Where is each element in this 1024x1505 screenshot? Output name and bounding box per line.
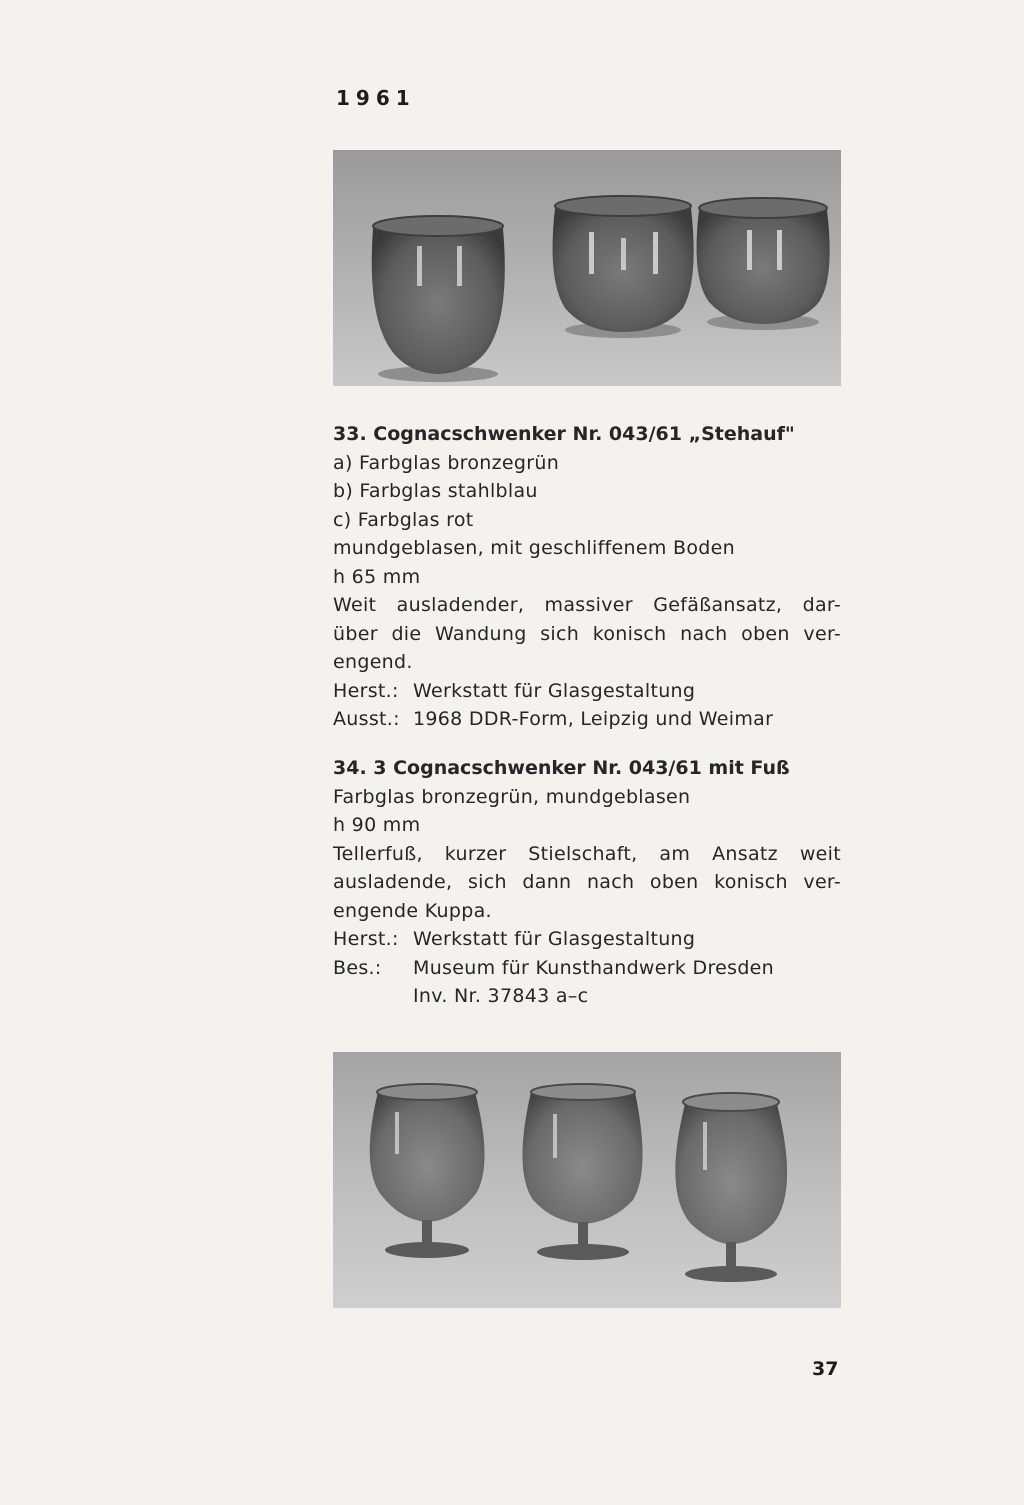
exhibition-label: Ausst.:	[333, 708, 400, 730]
owner-value: Museum für Kunsthandwerk Dresden	[413, 956, 775, 979]
owner-row	[333, 954, 841, 983]
variant-line: b) Farbglas stahlblau	[333, 480, 538, 502]
description-line: ausladende, sich dann nach oben konisch ver-	[333, 871, 841, 893]
height-line: h 65 mm	[333, 565, 421, 588]
maker-value: Werkstatt für Glasgestaltung	[413, 679, 696, 702]
photo-footed-glasses-image	[333, 1052, 841, 1308]
entry-heading: 34. 3 Cognacschwenker Nr. 043/61 mit Fuß	[333, 757, 790, 779]
maker-row	[333, 677, 841, 706]
variant-line: a) Farbglas bronzegrün	[333, 451, 560, 474]
description-line: engend.	[333, 651, 413, 673]
maker-row	[333, 925, 841, 954]
exhibition-value: 1968 DDR-Form, Leipzig und Weimar	[413, 708, 774, 730]
owner-label: Bes.:	[333, 956, 382, 979]
description-line: engende Kuppa.	[333, 899, 492, 922]
maker-value: Werkstatt für Glasgestaltung	[413, 928, 696, 950]
photo-footed-glasses	[333, 1052, 841, 1308]
maker-label: Herst.:	[333, 679, 399, 702]
catalog-entry-34	[333, 754, 841, 1011]
height-line: h 90 mm	[333, 814, 421, 836]
entry-heading: 33. Cognacschwenker Nr. 043/61 „Stehauf"	[333, 423, 795, 445]
description-line: Weit ausladender, massiver Gefäßansatz, dar-	[333, 594, 841, 616]
material-line: Farbglas bronzegrün, mundgeblasen	[333, 785, 691, 808]
maker-label: Herst.:	[333, 928, 399, 950]
description-line: über die Wandung sich konisch nach oben ver-	[333, 622, 841, 645]
inventory-line: Inv. Nr. 37843 a–c	[413, 985, 589, 1007]
photo-stemless-glasses-image	[333, 150, 841, 386]
technique-line: mundgeblasen, mit geschliffenem Boden	[333, 537, 735, 559]
photo-stemless-glasses	[333, 150, 841, 386]
exhibition-row	[333, 705, 841, 734]
page-number: 37	[812, 1358, 839, 1380]
description-line: Tellerfuß, kurzer Stielschaft, am Ansatz weit	[333, 842, 841, 865]
variant-line: c) Farbglas rot	[333, 508, 474, 531]
catalog-entry-33	[333, 420, 841, 734]
page-year: 1961	[336, 86, 416, 110]
